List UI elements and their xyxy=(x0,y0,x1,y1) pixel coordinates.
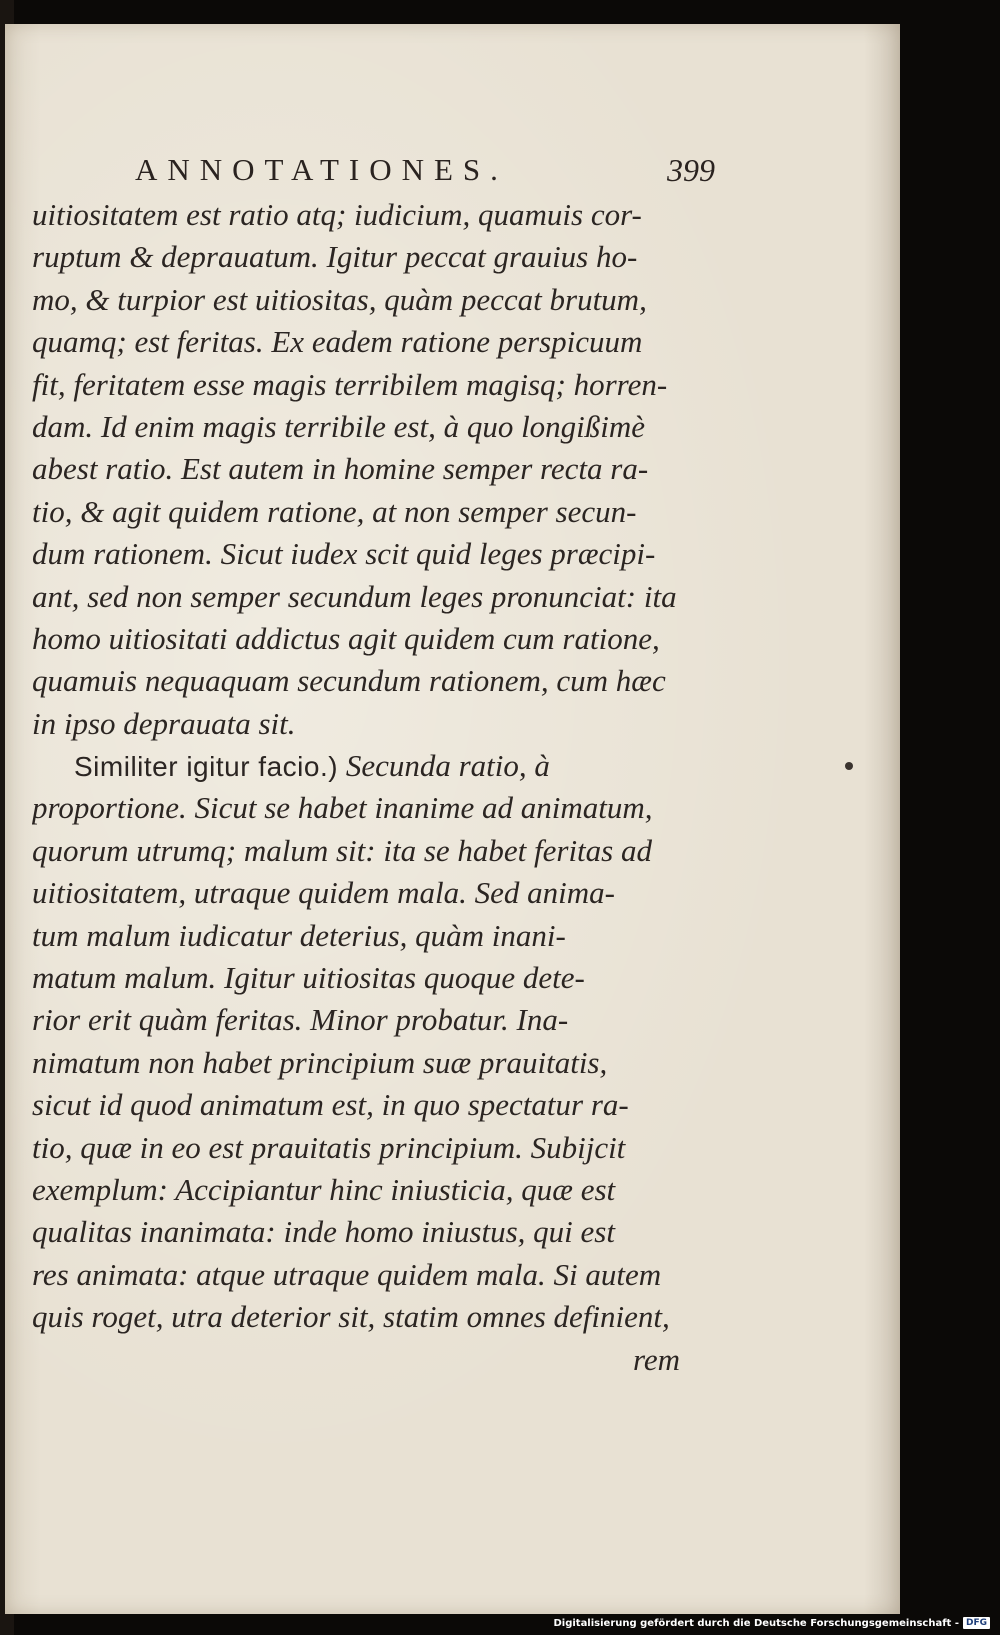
text-line: dum rationem. Sicut iudex scit quid leges præcipi- xyxy=(32,536,656,572)
lemma-commentary: Secunda ratio, à xyxy=(338,748,550,784)
page-header xyxy=(125,152,715,192)
text-line: rior erit quàm feritas. Minor probatur. Ina- xyxy=(32,1002,569,1038)
text-line: in ipso deprauata sit. xyxy=(32,705,296,741)
text-line: proportione. Sicut se habet inanime ad animatum, xyxy=(32,790,653,826)
text-line: uitiositatem est ratio atq; iudicium, quamuis cor- xyxy=(32,197,642,232)
running-head: ANNOTATIONES. xyxy=(135,152,508,187)
lemma: Similiter igitur facio.) xyxy=(74,751,339,783)
catchword: rem xyxy=(632,1341,680,1377)
credit-text: Digitalisierung gefördert durch die Deutsche Forschungsgemeinschaft - xyxy=(553,1617,959,1629)
text-line: res animata: atque utraque quidem mala. Si autem xyxy=(32,1256,662,1292)
text-line: abest ratio. Est autem in homine semper recta ra- xyxy=(32,451,649,487)
text-line: quorum utrumq; malum sit: ita se habet feritas ad xyxy=(32,832,652,868)
text-line: dam. Id enim magis terribile est, à quo longißimè xyxy=(32,408,646,444)
text-line: tum malum iudicatur deterius, quàm inani- xyxy=(32,917,566,953)
text-line: matum malum. Igitur uitiositas quoque dete- xyxy=(32,960,585,996)
text-line: exemplum: Accipiantur hinc iniusticia, quæ est xyxy=(32,1171,616,1207)
text-line: fit, feritatem esse magis terribilem magisq; horren- xyxy=(32,366,668,402)
text-line: tio, & agit quidem ratione, at non semper secun- xyxy=(32,493,637,529)
book-page xyxy=(5,24,900,1614)
text-line: sicut id quod animatum est, in quo spectatur ra- xyxy=(32,1087,629,1123)
text-line: mo, & turpior est uitiositas, quàm peccat brutum, xyxy=(32,281,647,317)
text-line: uitiositatem, utraque quidem mala. Sed anima- xyxy=(32,875,615,911)
text-line: ruptum & deprauatum. Igitur peccat grauius ho- xyxy=(32,239,638,275)
text-line: quamq; est feritas. Ex eadem ratione perspicuum xyxy=(32,324,643,360)
text-line: tio, quæ in eo est prauitatis principium. Subijcit xyxy=(32,1129,626,1165)
dfg-logo-icon: DFG xyxy=(963,1617,990,1629)
text-line: qualitas inanimata: inde homo iniustus, qui est xyxy=(32,1214,615,1250)
ink-speck xyxy=(845,762,853,770)
text-line: quamuis nequaquam secundum rationem, cum hæc xyxy=(32,663,666,699)
page-number: 399 xyxy=(667,152,715,188)
lemma-line xyxy=(32,745,700,787)
text-line: ant, sed non semper secundum leges pronunciat: ita xyxy=(32,578,677,614)
main-text xyxy=(32,194,700,1381)
digitization-credit xyxy=(553,1615,990,1631)
text-line: quis roget, utra deterior sit, statim omnes definient, xyxy=(32,1299,670,1335)
text-line: homo uitiositati addictus agit quidem cum ratione, xyxy=(32,620,660,656)
text-line: nimatum non habet principium suæ prauitatis, xyxy=(32,1044,608,1080)
